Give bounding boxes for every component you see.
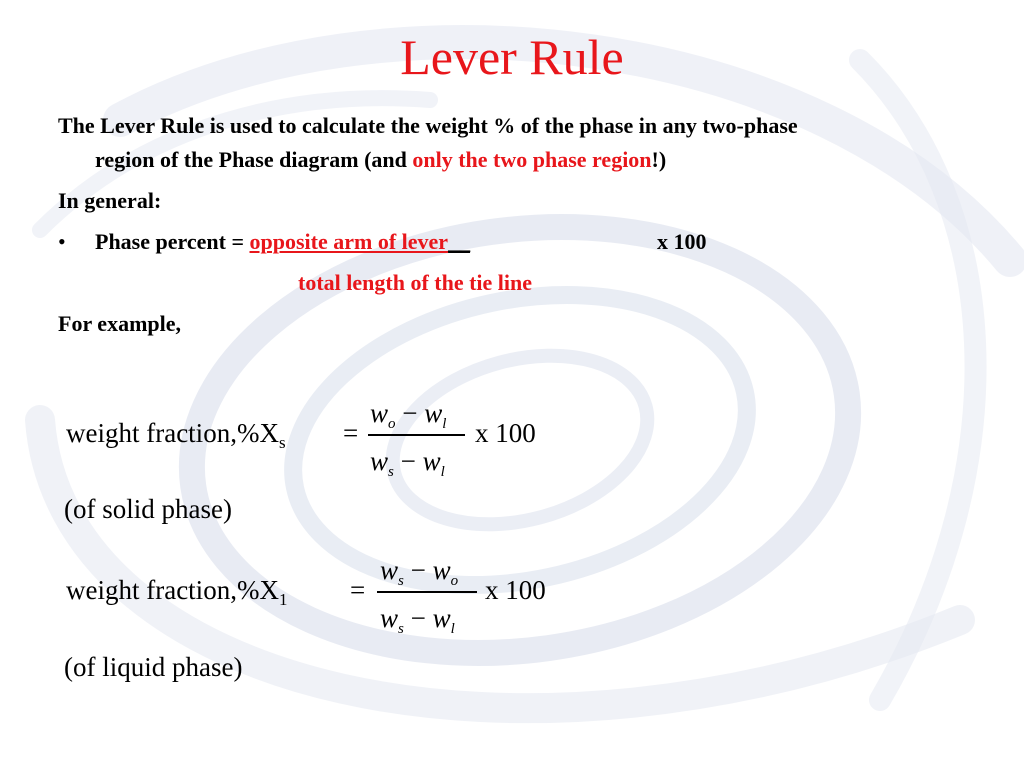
- lever-numerator-tail: __: [448, 229, 471, 254]
- phase-percent-line: [95, 229, 470, 255]
- equation-1-denominator: $w_s - w_l$: [370, 446, 445, 480]
- slide-title: Lever Rule: [400, 29, 624, 85]
- in-general-heading: In general:: [58, 188, 162, 213]
- equation-1-pct-sub: s: [278, 433, 286, 452]
- equation-2-pct-sub: 1: [278, 590, 288, 609]
- equation-2-lhs-text: weight fraction,: [66, 575, 237, 605]
- intro-line-1: [58, 113, 1018, 139]
- equation-1-times: x 100: [475, 418, 536, 448]
- intro-line-2-a: region of the Phase diagram (and: [95, 147, 413, 172]
- intro-line-2: [95, 147, 1015, 173]
- equation-2-pct: %X: [236, 575, 279, 605]
- phase-percent-label: Phase percent =: [95, 229, 250, 254]
- for-example-label: For example,: [58, 311, 182, 336]
- equation-2-denominator: $w_s - w_l$: [380, 603, 455, 637]
- equation-1-lhs-text: weight fraction,: [66, 418, 237, 448]
- equation-1-note: (of solid phase): [64, 494, 232, 524]
- equation-1-equals: =: [343, 418, 359, 448]
- bullet-marker: •: [58, 229, 66, 254]
- equation-1-fraction-bar: [368, 434, 465, 436]
- equation-1-pct: %X: [236, 418, 279, 448]
- equation-2-times: x 100: [485, 575, 546, 605]
- intro-highlight: only the two phase region: [412, 147, 652, 172]
- equation-2-numerator: $w_s - w_o$: [380, 555, 459, 589]
- equation-1-numerator: $w_o - w_l$: [370, 398, 447, 432]
- equation-1-lhs: [66, 418, 286, 452]
- lever-numerator: opposite arm of lever: [249, 229, 449, 254]
- times-100-label: x 100: [657, 229, 707, 254]
- intro-line-2-b: !): [651, 147, 667, 172]
- equation-2-note: (of liquid phase): [64, 652, 243, 682]
- equation-2-fraction-bar: [377, 591, 477, 593]
- lever-denominator: total length of the tie line: [298, 270, 533, 295]
- intro-line-1-a: The Lever Rule is used to calculate the weight: [58, 113, 488, 138]
- intro-line-1-b: % of the phase in any two-phase: [493, 113, 798, 138]
- equation-2-equals: =: [350, 575, 366, 605]
- equation-2-lhs: [66, 575, 288, 609]
